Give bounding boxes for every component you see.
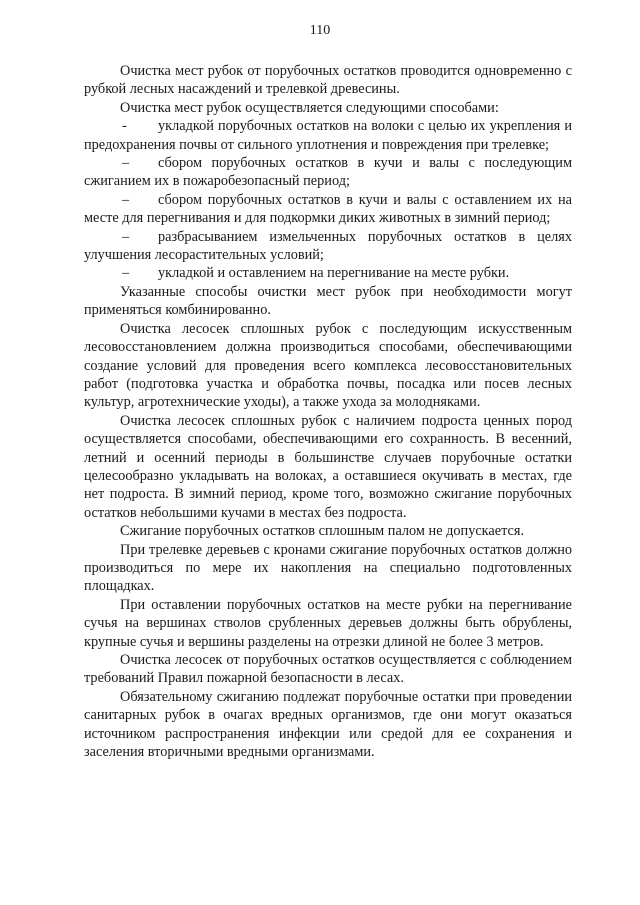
list-dash [84, 228, 158, 246]
paragraph: При трелевке деревьев с кронами сжигание порубочных остатков должно производиться по мере их накопления на специально подготовленных площадках. [84, 541, 572, 595]
paragraph: Очистка лесосек сплошных рубок с последующим искусственным лесовосстановлением должна производиться способами, обеспечивающими создание условий для проведения всего комплекса лесовосстановительных работ (подготовка участка и обработка почвы, посадка или посев лесных культур, агротехнические уходы), а также ухода за молодняками. [84, 320, 572, 411]
list-dash [84, 154, 158, 172]
list-marker: – [122, 265, 130, 282]
list-item [84, 191, 572, 228]
document-body [84, 62, 572, 761]
page-number: 110 [309, 23, 331, 38]
list-item-text: сбором порубочных остатков в кучи и валы с последующим сжиганием их в пожаробезопасный период; [84, 155, 572, 190]
list-marker: – [122, 228, 130, 245]
list-item-text: укладкой порубочных остатков на волоки с целью их укрепления и предохранения почвы от сильного уплотнения и повреждения при трелевке; [84, 118, 572, 153]
list-marker: - [122, 118, 127, 135]
list-item-text: укладкой и оставлением на перегнивание на месте рубки. [158, 265, 510, 282]
paragraph: Обязательному сжиганию подлежат порубочные остатки при проведении санитарных рубок в очагах вредных организмов, где они могут оказаться источником распространения инфекции или средой для ее сохранения и заселения вторичными вредными организмами. [84, 688, 572, 761]
list-item [84, 117, 572, 154]
list-item [84, 228, 572, 265]
list-item [84, 154, 572, 191]
paragraph: Очистка мест рубок осуществляется следующими способами: [120, 99, 499, 116]
list-dash [84, 264, 158, 282]
paragraph: Сжигание порубочных остатков сплошным палом не допускается. [120, 523, 525, 540]
list-marker: – [122, 155, 130, 172]
paragraph: Очистка лесосек от порубочных остатков осуществляется с соблюдением требований Правил пожарной безопасности в лесах. [84, 652, 572, 687]
list-item-text: разбрасыванием измельченных порубочных остатков в целях улучшения лесорастительных условий; [84, 228, 572, 264]
list-dash [84, 117, 158, 135]
paragraph: Указанные способы очистки мест рубок при необходимости могут применяться комбинированно. [84, 283, 572, 319]
list-dash [84, 191, 158, 209]
list-item [84, 264, 572, 282]
list-marker: – [122, 191, 130, 208]
list-item-text: сбором порубочных остатков в кучи и валы с оставлением их на месте для перегнивания и для подкормки диких животных в зимний период; [84, 191, 572, 227]
paragraph: При оставлении порубочных остатков на месте рубки на перегнивание сучья на вершинах стволов срубленных деревьев должны быть обрублены, крупные сучья и вершины разделены на отрезки длиной не более 3 метров. [84, 596, 572, 650]
paragraph: Очистка лесосек сплошных рубок с наличием подроста ценных пород осуществляется способами, обеспечивающими его сохранность. В весенний, летний и осенний периоды в большинстве случаев порубочные остатки целесообразно укладывать на волоках, а оставшиеся окучивать в местах, где нет подроста. В зимний период, кроме того, возможно сжигание порубочных остатков небольшими кучами в местах без подроста. [84, 412, 572, 521]
paragraph: Очистка мест рубок от порубочных остатков проводится одновременно с рубкой лесных насаждений и трелевкой древесины. [84, 63, 572, 98]
